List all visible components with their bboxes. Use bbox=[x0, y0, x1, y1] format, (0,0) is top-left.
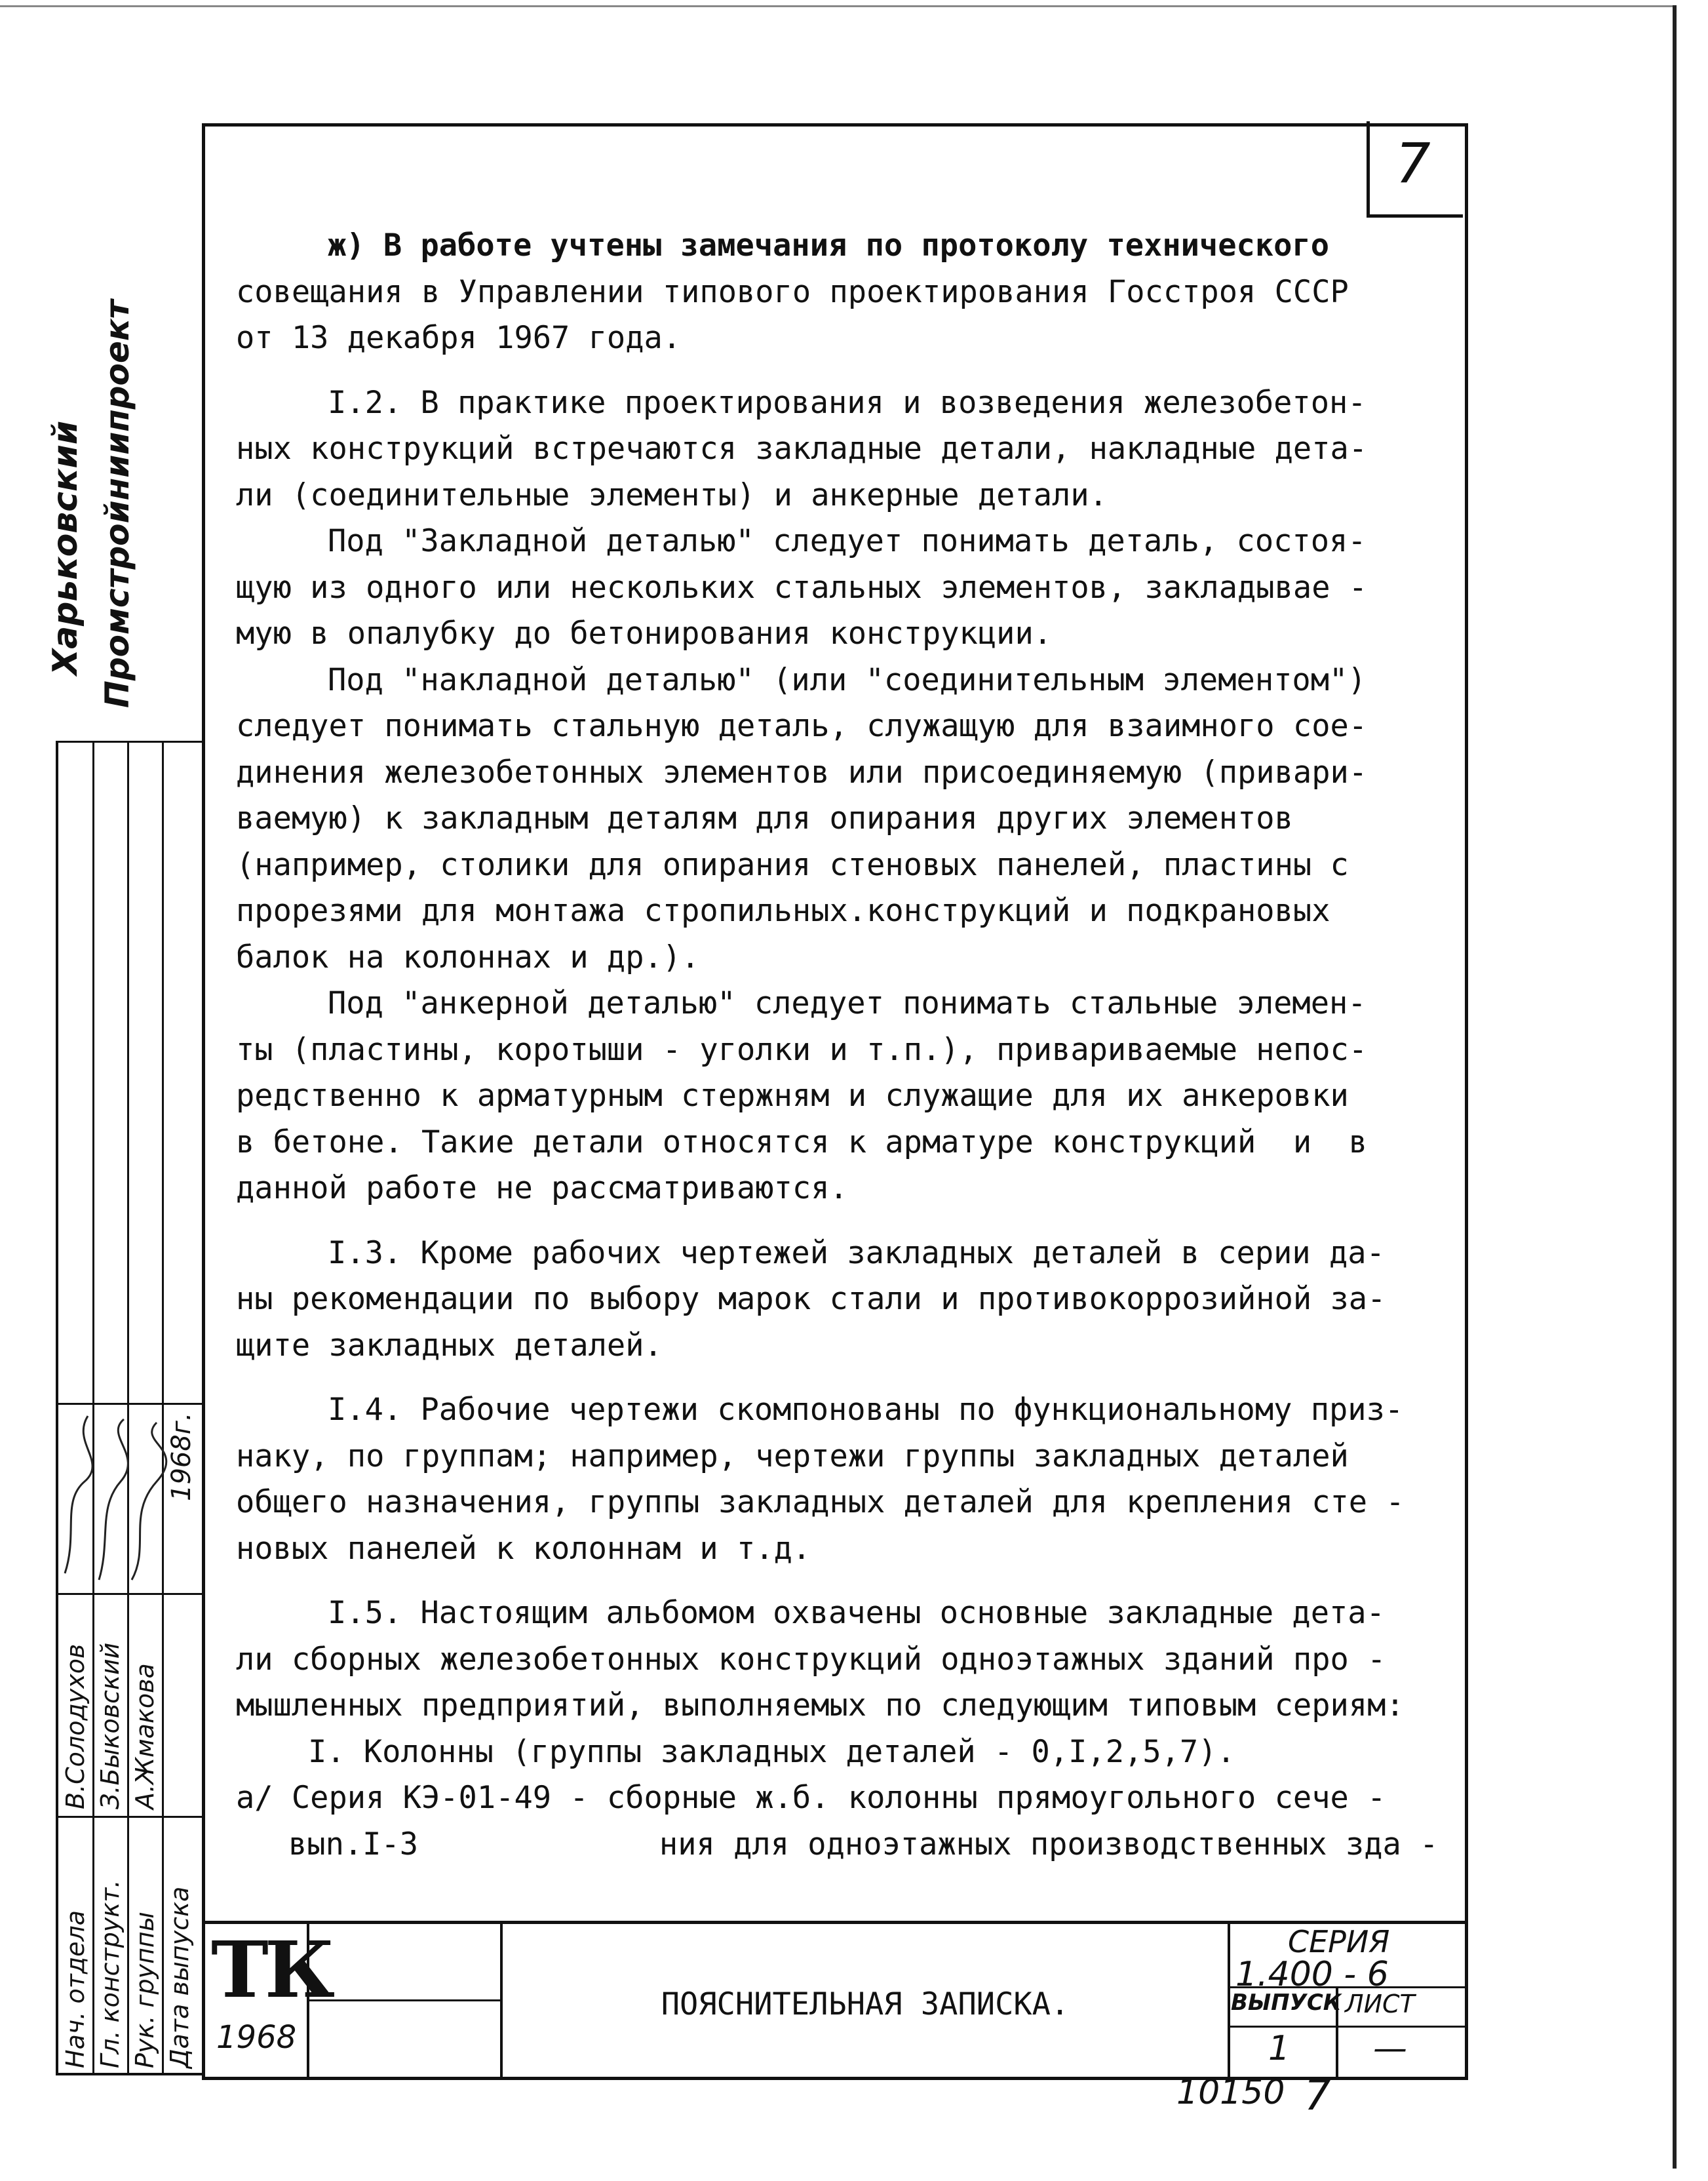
text-line: Под "анкерной деталью" следует понимать стальные элемен- bbox=[328, 985, 1367, 1021]
stamp-city: Харьковский bbox=[46, 420, 85, 675]
text-line: I. Колонны (группы закладных деталей - 0,I,2,5,7). bbox=[308, 1733, 1235, 1770]
text-line: I.5. Настоящим альбомом охвачены основные закладные дета- bbox=[328, 1595, 1385, 1631]
text-line: I.3. Кроме рабочих чертежей закладных деталей в серии да- bbox=[328, 1234, 1385, 1271]
text-line: ты (пластины, коротыши - уголки и т.п.), привариваемые непос- bbox=[236, 1031, 1368, 1068]
text-line: наку, по группам; например, чертежи группы закладных деталей bbox=[236, 1438, 1349, 1474]
text-line: общего назначения, группы закладных деталей для крепления сте - bbox=[236, 1484, 1405, 1520]
text-line: в бетоне. Такие детали относятся к арматуре конструкций и в bbox=[236, 1124, 1368, 1160]
tb-line bbox=[307, 1999, 501, 2001]
signature-row-divider bbox=[58, 1816, 204, 1818]
signature-mark bbox=[65, 1416, 92, 1573]
text-line: ваемую) к закладным деталям для опирания других элементов bbox=[236, 800, 1293, 836]
text-line: редственно к арматурным стержням и служащие для их анкеровки bbox=[236, 1078, 1349, 1114]
issue-label: ВЫПУСК bbox=[1231, 1990, 1342, 2016]
paragraph-gap bbox=[236, 362, 1452, 380]
text-line: ных конструкций встречаются закладные детали, накладные дета- bbox=[236, 431, 1368, 467]
text-line: ли (соединительные элементы) и анкерные детали. bbox=[236, 477, 1108, 513]
signer-name: А.Жмакова bbox=[130, 1663, 159, 1809]
signature-mark bbox=[132, 1423, 166, 1580]
text-line: данной работе не рассматриваются. bbox=[236, 1170, 848, 1206]
text-line: Под "Закладной деталью" следует понимать деталь, состоя- bbox=[328, 523, 1367, 559]
text-line: балок на колоннах и др.). bbox=[236, 939, 700, 975]
date-written: 1968г. bbox=[166, 1412, 197, 1501]
paragraph-gap bbox=[236, 1212, 1452, 1230]
signature-row-divider bbox=[58, 1593, 204, 1595]
issue-value: 1 bbox=[1268, 2029, 1291, 2068]
logo-year: 1968 bbox=[216, 2019, 297, 2056]
text-line: прорезями для монтажа стропильных.конструкций и подкрановых bbox=[236, 893, 1330, 929]
signature-row-divider bbox=[58, 741, 204, 743]
series-label: СЕРИЯ bbox=[1288, 1924, 1390, 1959]
text-line: I.2. В практике проектирования и возведения железобетон- bbox=[328, 384, 1367, 421]
sheet-right-edge bbox=[1673, 5, 1677, 2169]
text-line: ны рекомендации по выбору марок стали и противокоррозийной за- bbox=[236, 1281, 1386, 1317]
role-label: Рук. группы bbox=[130, 1912, 159, 2068]
text-line: ж) В работе учтены замечания по протоколу технического bbox=[328, 227, 1330, 264]
text-line: щую из одного или нескольких стальных элементов, закладывае - bbox=[236, 569, 1368, 606]
tk-logo: ТК bbox=[211, 1924, 332, 2015]
signer-name: З.Быковский bbox=[96, 1642, 125, 1809]
role-label: Гл. конструкт. bbox=[96, 1879, 125, 2068]
document-body bbox=[236, 223, 1452, 1868]
series-value: 1.400 - 6 bbox=[1235, 1955, 1389, 1994]
text-line: щите закладных деталей. bbox=[236, 1327, 663, 1364]
text-line: (например, столики для опирания стеновых панелей, пластины с bbox=[236, 846, 1349, 883]
bottom-page-number: 7 bbox=[1304, 2072, 1331, 2120]
text-line: совещания в Управлении типового проектирования Госстроя СССР bbox=[236, 273, 1349, 310]
stamp-organization: Промстройниипроект bbox=[98, 300, 136, 708]
text-line: выn.I-3 ния для одноэтажных производственных зда - bbox=[288, 1826, 1439, 1862]
inventory-number: 10150 bbox=[1176, 2073, 1285, 2112]
text-line: I.4. Рабочие чертежи скомпонованы по функциональному приз- bbox=[328, 1392, 1404, 1428]
text-line: ли сборных железобетонных конструкций одноэтажных зданий про - bbox=[236, 1641, 1386, 1678]
text-line: мую в опалубку до бетонирования конструкции. bbox=[236, 616, 1053, 652]
paragraph-gap bbox=[236, 1572, 1452, 1590]
text-line: мышленных предприятий, выполняемых по следующим типовым сериям: bbox=[236, 1687, 1405, 1723]
document-title: ПОЯСНИТЕЛЬНАЯ ЗАПИСКА. bbox=[661, 1986, 1070, 2022]
signature-table bbox=[56, 741, 204, 2075]
text-line: от 13 декабря 1967 года. bbox=[236, 320, 682, 356]
tb-line bbox=[202, 1921, 1465, 1924]
text-line: новых панелей к колоннам и т.д. bbox=[236, 1530, 811, 1567]
role-label: Дата выпуска bbox=[165, 1886, 194, 2068]
tb-line bbox=[1228, 2026, 1465, 2028]
signer-name: В.Солодухов bbox=[61, 1643, 90, 1809]
text-line: Под "накладной деталью" (или "соединительным элементом") bbox=[328, 661, 1367, 698]
text-line: следует понимать стальную деталь, служащую для взаимного сое- bbox=[236, 708, 1368, 744]
signature-mark bbox=[99, 1419, 128, 1580]
sheet-label: ЛИСТ bbox=[1345, 1990, 1415, 2018]
sheet-value: — bbox=[1373, 2029, 1407, 2068]
text-line: а/ Серия КЭ-01-49 - сборные ж.б. колонны прямоугольного сече - bbox=[236, 1780, 1386, 1816]
paragraph-gap bbox=[236, 1369, 1452, 1387]
role-label: Нач. отдела bbox=[61, 1910, 90, 2068]
sheet-number: 7 bbox=[1395, 131, 1431, 195]
text-line: динения железобетонных элементов или присоединяемую (привари- bbox=[236, 754, 1368, 791]
sheet-top-edge bbox=[0, 5, 1675, 7]
organization-stamp bbox=[39, 300, 144, 708]
